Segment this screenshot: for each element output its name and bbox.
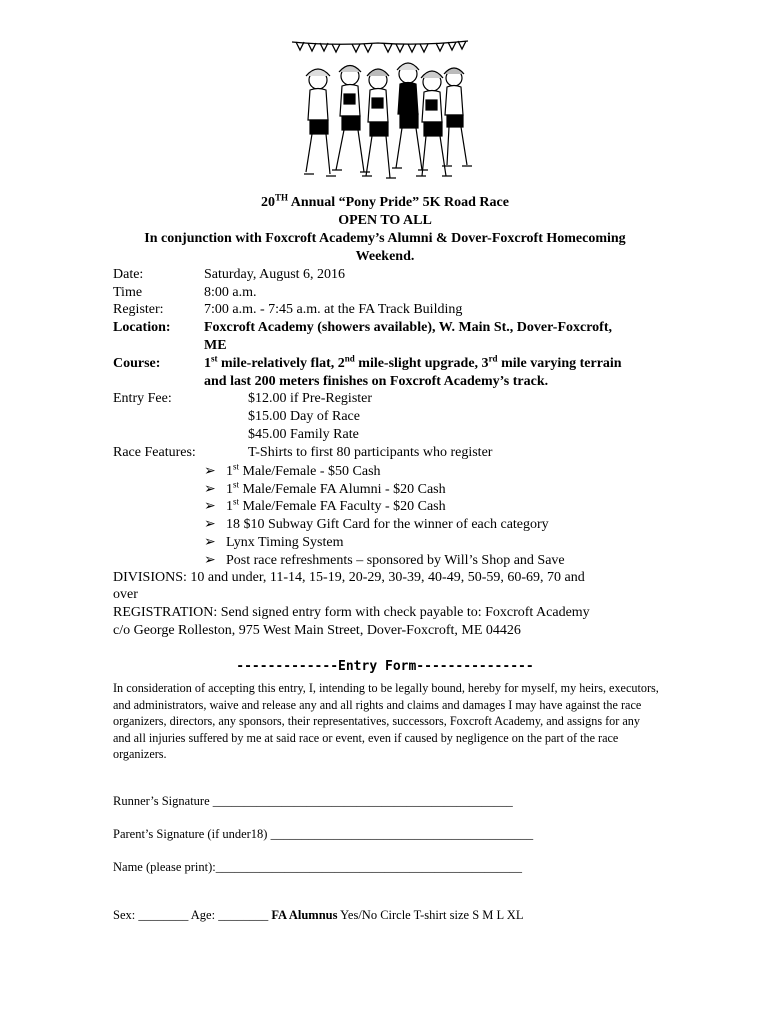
entry-fee-label: Entry Fee: [113, 391, 172, 406]
registration-address: c/o George Rolleston, 975 West Main Street, Dover-Foxcroft, ME 04426 [113, 623, 521, 638]
open-to-all: OPEN TO ALL [338, 213, 432, 228]
register-value: 7:00 a.m. - 7:45 a.m. at the FA Track Building [204, 302, 463, 317]
fee-day-of-race: $15.00 Day of Race [248, 409, 360, 424]
list-item: ➢ Lynx Timing System [204, 535, 344, 550]
homecoming-line-cont: Weekend. [355, 249, 415, 264]
tshirts-feature: T-Shirts to first 80 participants who register [248, 445, 493, 460]
date-label: Date: [113, 267, 144, 282]
fee-family-rate: $45.00 Family Rate [248, 427, 359, 442]
runners-illustration [290, 36, 475, 201]
location-label: Location: [113, 320, 171, 335]
course-value-cont: and last 200 meters finishes on Foxcroft Academy’s track. [204, 374, 549, 389]
arrow-bullet-icon: ➢ [204, 535, 216, 550]
race-title: 20TH Annual “Pony Pride” 5K Road Race [261, 192, 509, 210]
list-item: ➢ 18 $10 Subway Gift Card for the winner of each category [204, 517, 549, 532]
entry-form-header: -------------Entry Form--------------- [236, 659, 534, 674]
arrow-bullet-icon: ➢ [204, 482, 216, 497]
arrow-bullet-icon: ➢ [204, 464, 216, 479]
divisions-line-cont: over [113, 587, 138, 602]
list-item: ➢ 1st Male/Female - $50 Cash [204, 461, 381, 479]
arrow-bullet-icon: ➢ [204, 499, 216, 514]
list-item: ➢ 1st Male/Female FA Faculty - $20 Cash [204, 496, 446, 514]
list-item: ➢ 1st Male/Female FA Alumni - $20 Cash [204, 479, 446, 497]
registration-line: REGISTRATION: Send signed entry form with check payable to: Foxcroft Academy [113, 605, 590, 620]
arrow-bullet-icon: ➢ [204, 517, 216, 532]
list-item: ➢ Post race refreshments – sponsored by Will’s Shop and Save [204, 553, 565, 568]
location-value-cont: ME [204, 338, 227, 353]
register-label: Register: [113, 302, 164, 317]
divisions-line: DIVISIONS: 10 and under, 11-14, 15-19, 20-29, 30-39, 40-49, 50-59, 60-69, 70 and [113, 570, 585, 585]
runner-signature-field[interactable]: Runner’s Signature ________________________________________________ [113, 794, 513, 808]
course-value: 1st mile-relatively flat, 2nd mile-slight upgrade, 3rd mile varying terrain [204, 353, 622, 371]
race-features-label: Race Features: [113, 445, 196, 460]
time-label: Time [113, 285, 143, 300]
parent-signature-field[interactable]: Parent’s Signature (if under18) __________________________________________ [113, 827, 534, 841]
arrow-bullet-icon: ➢ [204, 553, 216, 568]
name-print-field[interactable]: Name (please print):_________________________________________________ [113, 860, 522, 874]
sex-age-tshirt-line[interactable]: Sex: ________ Age: ________ FA Alumnus Yes/No Circle T-shirt size S M L XL [113, 908, 524, 922]
fee-pre-register: $12.00 if Pre-Register [248, 391, 373, 406]
course-label: Course: [113, 356, 161, 371]
time-value: 8:00 a.m. [204, 285, 257, 300]
homecoming-line: In conjunction with Foxcroft Academy’s Alumni & Dover-Foxcroft Homecoming [144, 231, 626, 246]
waiver-text: In consideration of accepting this entry, I, intending to be legally bound, hereby for myself, my heirs, executors, and administrators, waive and release any and all rights and claims and damages I may have against the race organizers, directors, any sponsors, their representatives, successors, Foxcroft Academy, and assigns for any and all injuries suffered by me at said race or event, even if caused by negligence on the part of the race organizers. [113, 681, 659, 762]
location-value: Foxcroft Academy (showers available), W. Main St., Dover-Foxcroft, [204, 320, 613, 335]
date-value: Saturday, August 6, 2016 [204, 267, 346, 282]
